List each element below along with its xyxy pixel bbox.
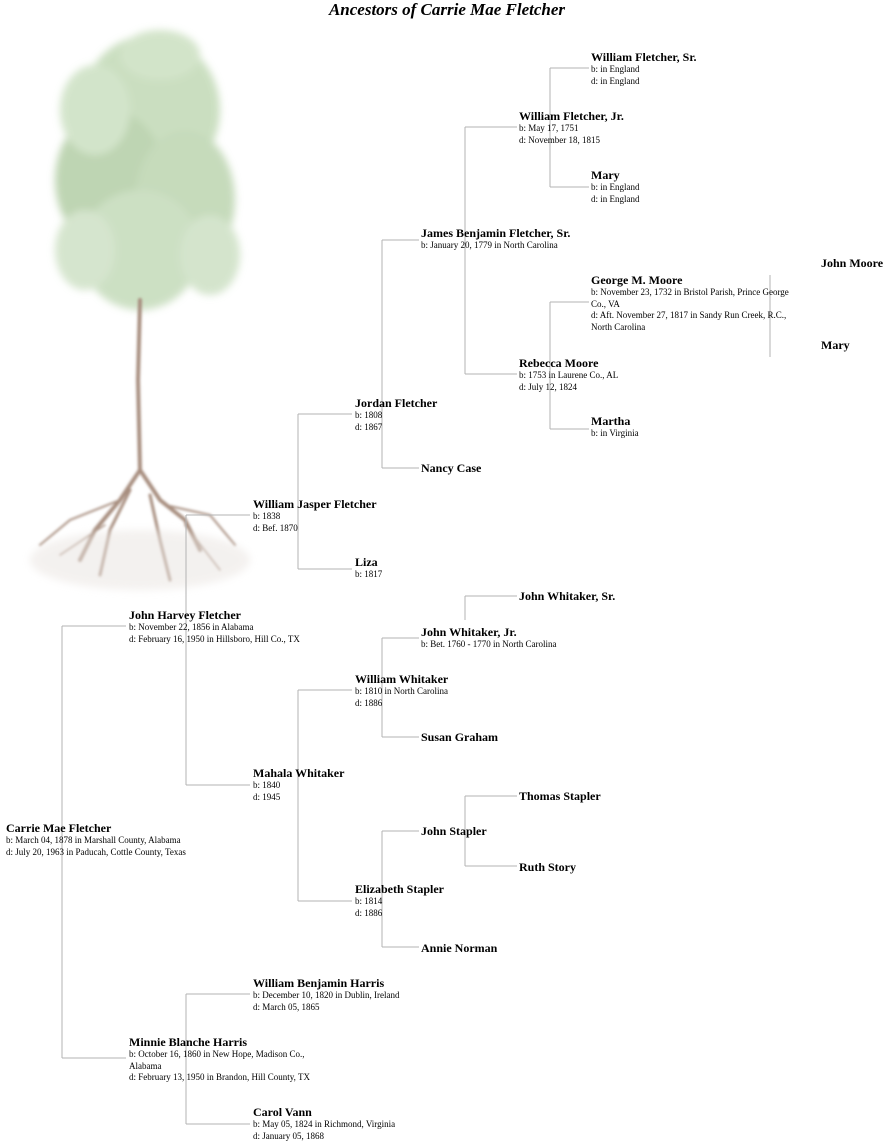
person-carrie-mae-fletcher: [6, 821, 186, 858]
page-title: Ancestors of Carrie Mae Fletcher: [328, 0, 566, 19]
person-name: William Whitaker: [355, 672, 449, 686]
person-liza: [355, 555, 382, 581]
person-name: Ruth Story: [519, 860, 577, 874]
person-death: d: Aft. November 27, 1817 in Sandy Run Creek, R.C., North Carolina: [591, 310, 787, 332]
person-birth: b: November 22, 1856 in Alabama: [129, 622, 254, 632]
person-birth: b: 1838: [253, 511, 281, 521]
person-death: d: February 16, 1950 in Hillsboro, Hill Co., TX: [129, 633, 300, 644]
person-death: d: January 05, 1868: [253, 1130, 324, 1141]
person-birth: b: 1814: [355, 896, 383, 906]
person-john-stapler: [421, 824, 487, 838]
person-thomas-stapler: [519, 789, 601, 803]
person-name: Carol Vann: [253, 1105, 312, 1119]
person-john-whitaker-sr: [519, 589, 615, 603]
person-death: d: in England: [591, 193, 640, 204]
person-mary-moore-mother: [821, 338, 850, 352]
person-name: William Fletcher, Jr.: [519, 109, 624, 123]
person-mary-england: [591, 168, 640, 205]
person-james-benjamin-fletcher-sr: [421, 226, 570, 252]
person-william-fletcher-sr: [591, 50, 697, 87]
person-name: James Benjamin Fletcher, Sr.: [421, 226, 571, 240]
person-william-whitaker: [355, 672, 448, 709]
person-birth: b: in Virginia: [591, 428, 639, 438]
person-ruth-story: [519, 860, 576, 874]
person-mahala-whitaker: [253, 766, 344, 803]
person-jordan-fletcher: [355, 396, 437, 433]
person-birth: b: January 20, 1779 in North Carolina: [421, 240, 558, 250]
person-birth: b: 1840: [253, 780, 281, 790]
person-name: William Benjamin Harris: [253, 976, 385, 990]
person-death: d: 1886: [355, 697, 383, 708]
person-john-whitaker-jr: [421, 625, 556, 651]
person-name: William Jasper Fletcher: [253, 497, 377, 511]
person-birth: b: December 10, 1820 in Dublin, Ireland: [253, 990, 400, 1000]
person-death: d: in England: [591, 75, 640, 86]
person-birth: b: October 16, 1860 in New Hope, Madison Co., Alabama: [129, 1049, 305, 1071]
person-name: Jordan Fletcher: [355, 396, 438, 410]
person-birth: b: in England: [591, 64, 640, 74]
person-name: William Fletcher, Sr.: [591, 50, 697, 64]
person-william-fletcher-jr: [519, 109, 624, 146]
person-birth: b: March 04, 1878 in Marshall County, Alabama: [6, 835, 181, 845]
person-name: Rebecca Moore: [519, 356, 599, 370]
person-minnie-blanche-harris: [129, 1035, 334, 1084]
person-death: d: 1867: [355, 421, 383, 432]
person-birth: b: 1817: [355, 569, 383, 579]
person-birth: b: November 23, 1732 in Bristol Parish, Prince George Co., VA: [591, 287, 789, 309]
person-name: Mary: [591, 168, 620, 182]
person-name: Nancy Case: [421, 461, 482, 475]
person-name: John Stapler: [421, 824, 487, 838]
person-death: d: November 18, 1815: [519, 134, 600, 145]
person-nancy-case: [421, 461, 481, 475]
person-name: Thomas Stapler: [519, 789, 601, 803]
person-name: George M. Moore: [591, 273, 683, 287]
person-susan-graham: [421, 730, 498, 744]
person-john-harvey-fletcher: [129, 608, 300, 645]
person-name: Elizabeth Stapler: [355, 882, 444, 896]
person-death: d: July 20, 1963 in Paducah, Cottle County, Texas: [6, 846, 186, 857]
person-death: d: 1886: [355, 907, 383, 918]
person-birth: b: May 05, 1824 in Richmond, Virginia: [253, 1119, 396, 1129]
person-carol-vann: [253, 1105, 395, 1142]
person-name: Susan Graham: [421, 730, 499, 744]
person-death: d: February 13, 1950 in Brandon, Hill County, TX: [129, 1072, 310, 1082]
person-john-moore: [821, 256, 883, 270]
person-name: John Harvey Fletcher: [129, 608, 241, 622]
person-birth: b: Bet. 1760 - 1770 in North Carolina: [421, 639, 557, 649]
person-birth: b: 1808: [355, 410, 383, 420]
person-death: d: Bef. 1870: [253, 522, 298, 533]
person-name: Minnie Blanche Harris: [129, 1035, 247, 1049]
person-george-m-moore: [591, 273, 796, 333]
person-name: Mary: [821, 338, 850, 352]
person-name: Carrie Mae Fletcher: [6, 821, 112, 835]
person-birth: b: 1753 in Laurene Co., AL: [519, 370, 619, 380]
person-birth: b: 1810 in North Carolina: [355, 686, 448, 696]
person-elizabeth-stapler: [355, 882, 444, 919]
person-death: d: July 12, 1824: [519, 381, 578, 392]
person-birth: b: in England: [591, 182, 640, 192]
person-annie-norman: [421, 941, 497, 955]
person-name: Mahala Whitaker: [253, 766, 345, 780]
person-william-jasper-fletcher: [253, 497, 377, 534]
person-name: John Moore: [821, 256, 884, 270]
person-name: Liza: [355, 555, 378, 569]
person-birth: b: May 17, 1751: [519, 123, 579, 133]
person-martha: [591, 414, 639, 440]
person-death: d: 1945: [253, 791, 281, 802]
person-death: d: March 05, 1865: [253, 1001, 320, 1012]
person-name: Martha: [591, 414, 631, 428]
person-name: Annie Norman: [421, 941, 498, 955]
person-rebecca-moore: [519, 356, 618, 393]
person-william-benjamin-harris: [253, 976, 399, 1013]
person-name: John Whitaker, Jr.: [421, 625, 517, 639]
person-name: John Whitaker, Sr.: [519, 589, 616, 603]
